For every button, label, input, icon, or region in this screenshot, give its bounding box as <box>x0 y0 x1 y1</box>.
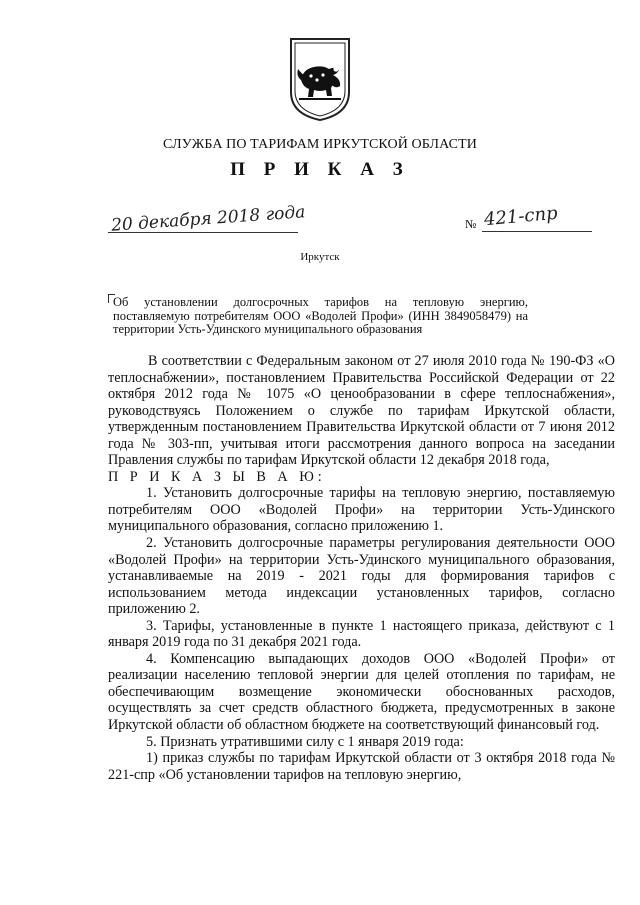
date-underline <box>108 232 298 233</box>
handwritten-date: 20 декабря 2018 года <box>110 202 306 236</box>
document-subject: Об установлении долгосрочных тарифов на тепловую энергию, поставляемую потребителям ООО «Водолей Профи» (ИНН 3849058479) на территории Усть-Удинского муниципального образования <box>113 295 528 336</box>
document-title: П Р И К А З <box>230 159 410 180</box>
order-item-5-subitem-1: 1) приказ службы по тарифам Иркутской области от 3 октября 2018 года № 221-спр «Об установлении тарифов на тепловую энергию, <box>108 750 615 783</box>
agency-name: СЛУЖБА ПО ТАРИФАМ ИРКУТСКОЙ ОБЛАСТИ <box>163 137 477 152</box>
order-item-4: 4. Компенсацию выпадающих доходов ООО «Водолей Профи» от реализации населению тепловой энергии для целей отопления по тарифам, не обеспечивающим возмещение экономически обоснованных расходов, осуществлять за счет средств областного бюджета, предусмотренных в законе Иркутской области об областном бюджете на соответствующий финансовый год. <box>108 650 615 734</box>
order-item-1: 1. Установить долгосрочные тарифы на тепловую энергию, поставляемую потребителям ООО «Водолей Профи» на территории Усть-Удинского муниципального образования, согласно приложению 1. <box>108 485 615 535</box>
order-item-2: 2. Установить долгосрочные параметры регулирования деятельности ООО «Водолей Профи» на территории Усть-Удинского муниципального образования, устанавливаемые на 2019 - 2021 годы для формирования тарифов с использованием метода индексации установленных тарифов, согласно приложению 2. <box>108 535 615 618</box>
handwritten-number: 421-спр <box>483 202 559 231</box>
order-item-3: 3. Тарифы, установленные в пункте 1 настоящего приказа, действуют с 1 января 2019 года по 31 декабря 2021 года. <box>108 617 615 651</box>
preamble-paragraph: В соответствии с Федеральным законом от 27 июля 2010 года № 190-ФЗ «О теплоснабжении», постановлением Правительства Российской Федерации от 22 октября 2012 года № 1075 «О ценообразовании в сфере теплоснабжения», руководствуясь Положением о службе по тарифам Иркутской области, утвержденным постановлением Правительства Иркутской области от 7 июня 2012 года № 303-пп, учитывая итоги рассмотрения данного вопроса на заседании Правления службы по тарифам Иркутской области 12 декабря 2018 года, <box>108 353 615 469</box>
number-underline <box>482 231 592 232</box>
document-body <box>108 353 615 783</box>
number-sign: № <box>465 217 477 231</box>
order-word: П Р И К А З Ы В А Ю: <box>108 468 326 485</box>
city-name: Иркутск <box>300 251 340 263</box>
order-item-5: 5. Признать утратившими силу с 1 января 2019 года: <box>146 733 464 750</box>
coat-of-arms-icon <box>287 36 353 122</box>
